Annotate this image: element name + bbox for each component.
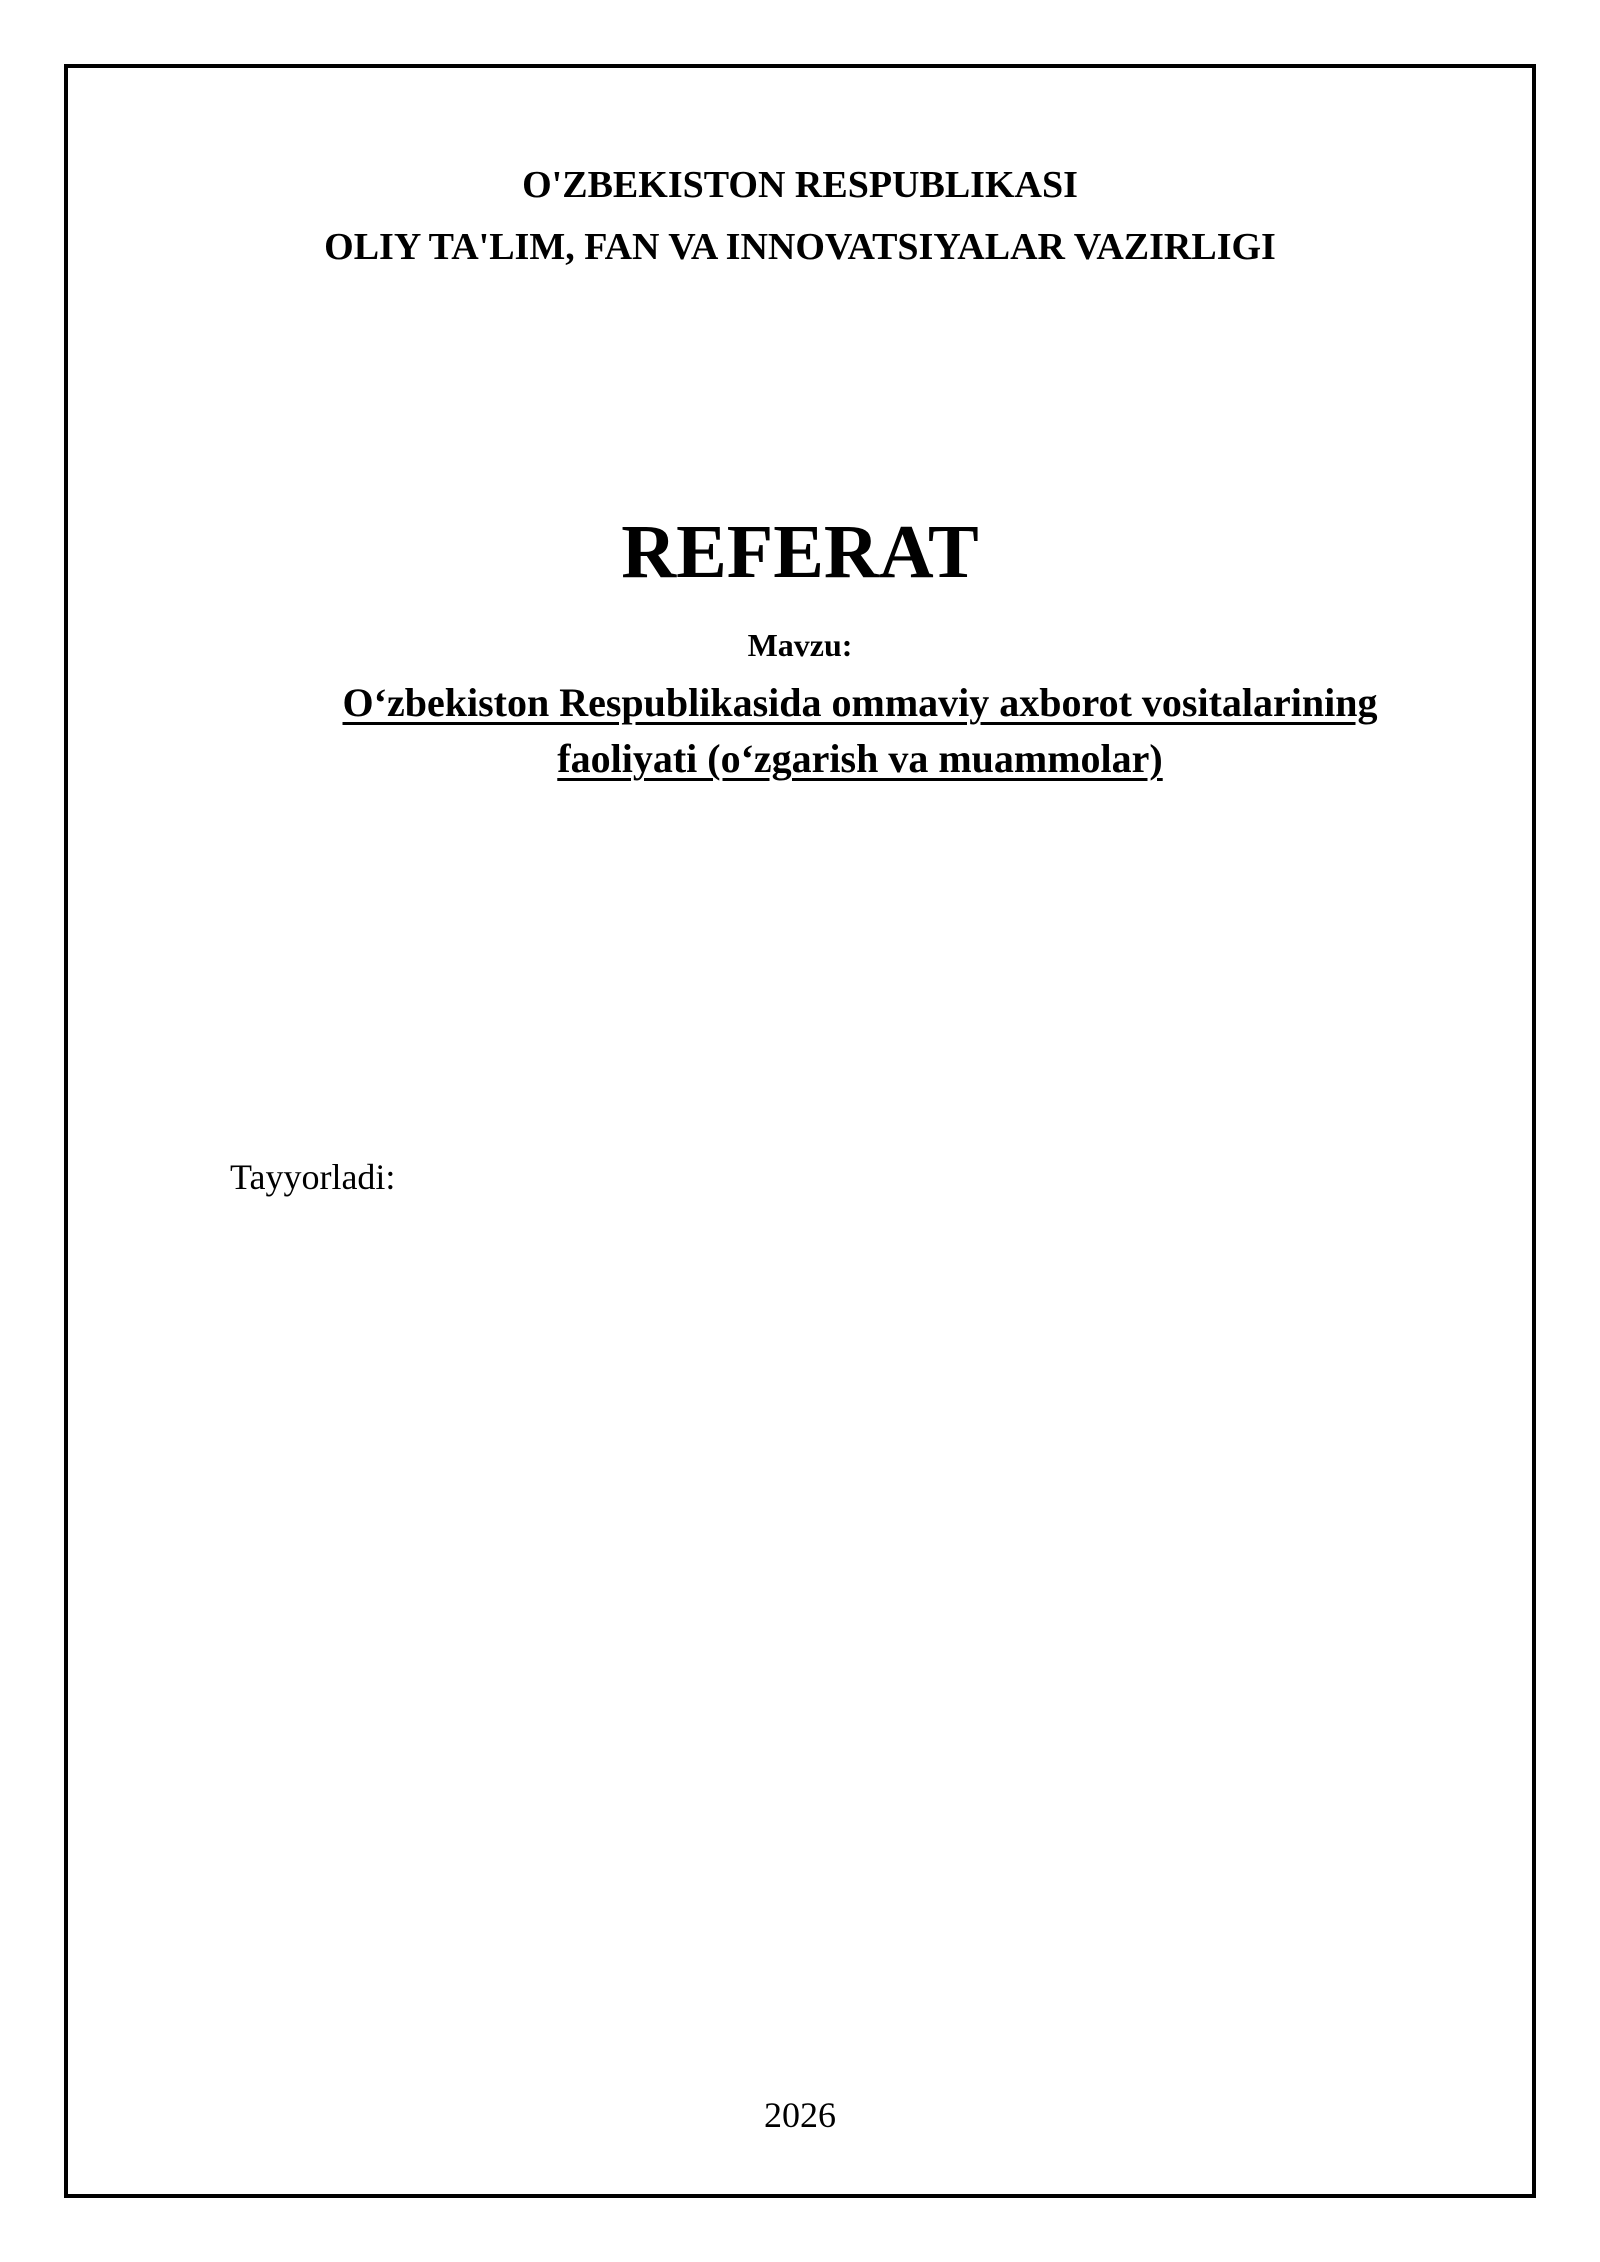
page-border xyxy=(64,64,1536,2198)
topic-line-1: O‘zbekiston Respublikasida ommaviy axborot vositalarining xyxy=(342,680,1378,725)
topic-line-2: faoliyati (o‘zgarish va muammolar) xyxy=(557,736,1163,781)
header-line-2: OLIY TA'LIM, FAN VA INNOVATSIYALAR VAZIRLIGI xyxy=(324,226,1276,268)
header-line-1: O'ZBEKISTON RESPUBLIKASI xyxy=(522,164,1078,206)
topic-text xyxy=(200,675,1520,787)
ministry-header xyxy=(0,154,1600,278)
topic-label: Mavzu: xyxy=(747,627,853,663)
prepared-by-label: Tayyorladi: xyxy=(230,1157,396,1197)
year: 2026 xyxy=(764,2095,836,2135)
document-title: REFERAT xyxy=(621,510,979,594)
